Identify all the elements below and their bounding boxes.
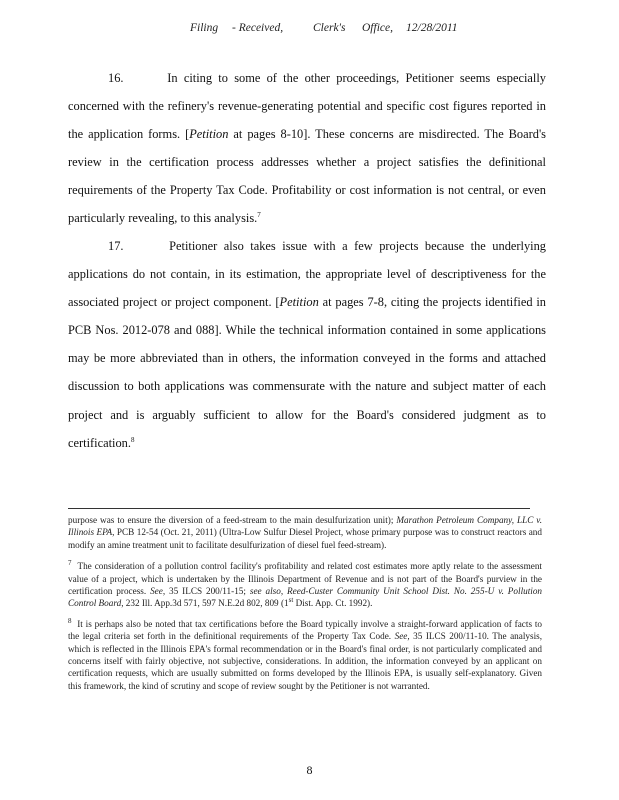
footnote-continuation: purpose was to ensure the diversion of a feed-stream to the main desulfurization unit); Marathon Petroleum Company, LLC v. Illinois EPA, PCB 12-54 (Oct. 21, 2011) (Ultra-Low Sulfur Diesel Project, whose primary purpose was to construct reactors and modify an amine treatment unit to facilitate desulfurization of diesel fuel feed-stream).	[68, 515, 542, 550]
paragraph-number: 16.	[108, 71, 124, 85]
footnote-8: $^8$ It is perhaps also be noted that tax certifications before the Board typically involve a straight-forward application of facts to the legal criteria set forth in the definitional requirements of the Property Tax Code. See, 35 ILCS 200/11-10. The analysis, which is reflected in the Illinois EPA's formal recommendation or in the Board's final order, is not particularly complicated and concerns itself with fairly objective, not subjective, considerations. In addition, the information conveyed by an applicant on certification requests, which are usually submitted on forms developed by the Illinois EPA, is usually self-explanatory. Given this framework, the kind of scrutiny and scope of review sought by the Petitioner is not warranted.	[68, 616, 543, 691]
header-clerks: Clerk's	[313, 22, 346, 34]
case-citation: Marathon Petroleum Company, LLC v. Illinois EPA	[68, 515, 542, 538]
footnote-ref-8[interactable]: 8	[130, 435, 135, 444]
footnotes	[68, 514, 542, 700]
footnote-marker: 7	[68, 559, 72, 568]
paragraph-text: In citing to some of the other proceedings, Petitioner seems especially concerned with the refinery's revenue-generating potential and specific cost figures reported in the application forms. [	[68, 71, 546, 142]
header-date: 12/28/2011	[406, 22, 458, 34]
paragraph-text: at pages 7-8, citing the projects identified in PCB Nos. 2012-078 and 088]. While the technical information contained in some applications may be more abbreviated than in others, the information conveyed in the forms and attached discussion to both applications was commensurate with the nature and subject matter of each project and is arguably sufficient to allow for the Board's considered judgment as to certification.	[68, 295, 546, 450]
header-received: - Received,	[232, 22, 284, 34]
petition-ref: Petition	[279, 295, 319, 310]
paragraph-17	[68, 232, 546, 457]
paragraph-number: 17.	[108, 239, 124, 253]
footnote-7: $^7$ The consideration of a pollution control facility's profitability and related cost estimates more aptly relate to the assessment value of a project, which is undertaken by the Illinois Department of Revenue and is not part of the Board's purview in the certification process. See, 35 ILCS 200/11-15; see also, Reed-Custer Community Unit School Dist. No. 255-U v. Pollution Control Board, 232 Ill. App.3d 571, 597 N.E.2d 802, 809 (1st Dist. App. Ct. 1992).	[68, 559, 543, 609]
filing-header	[0, 22, 619, 38]
footnote-ref-7[interactable]: 7	[257, 211, 261, 220]
petition-ref: Petition	[189, 127, 229, 142]
paragraph-text: at pages 8-10]. These concerns are misdirected. The Board's review in the certification process addresses whether a project satisfies the definitional requirements of the Property Tax Code. Profitability or cost information is not central, or even particularly revealing, to this analysis.	[68, 127, 546, 226]
page-number: 8	[306, 763, 313, 777]
paragraph-text: Petitioner also takes issue with a few projects because the underlying applications do not contain, in its estimation, the appropriate level of descriptiveness for the associated project or project component. [	[68, 239, 546, 310]
header-filing: Filing	[190, 22, 219, 34]
footnote-marker: 8	[68, 616, 72, 625]
paragraph-16	[68, 64, 546, 233]
header-office: Office,	[362, 22, 393, 34]
case-citation: see also, Reed-Custer Community Unit School Dist. No. 255-U v. Pollution Control Board	[68, 586, 543, 609]
footnote-divider	[68, 508, 530, 509]
